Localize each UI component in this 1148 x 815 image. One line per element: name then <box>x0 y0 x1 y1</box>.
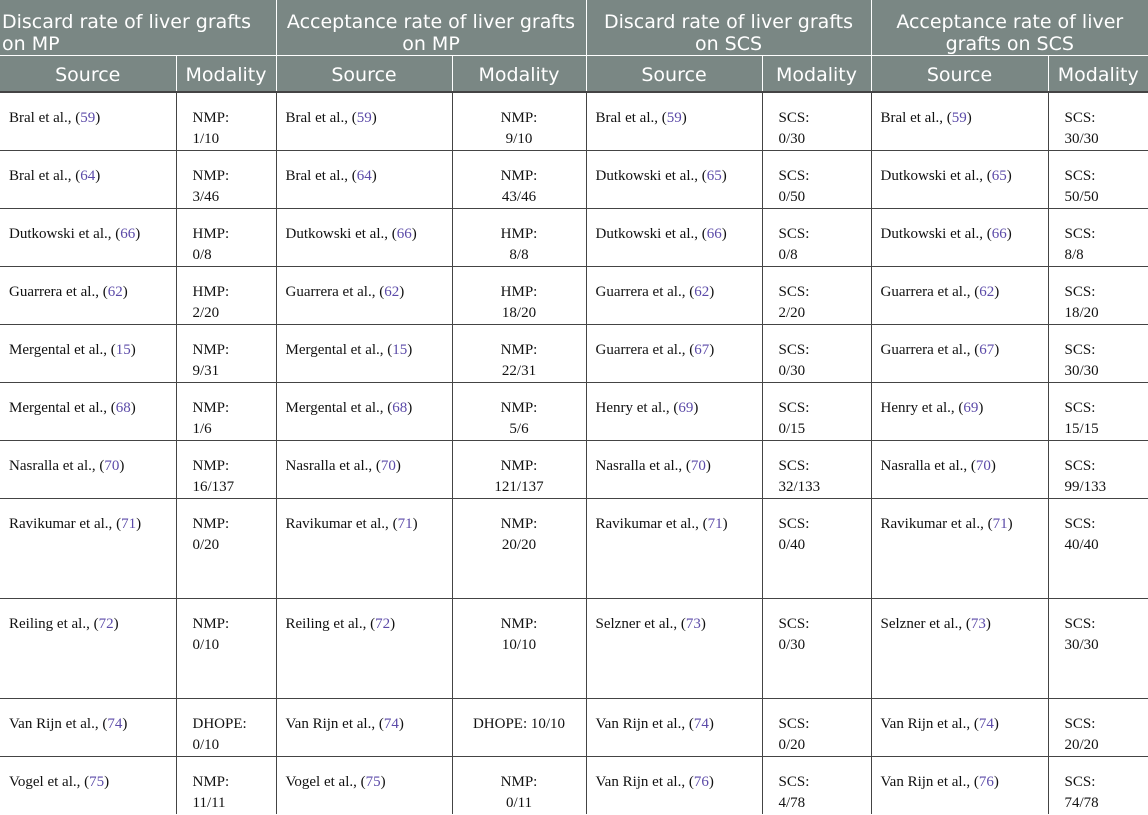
modality-label: SCS: <box>1064 515 1096 532</box>
modality-cell <box>762 266 871 324</box>
source-cell: Nasralla et al., (70) <box>0 440 176 498</box>
modality-label: HMP: <box>192 225 230 242</box>
modality-cell <box>762 598 871 698</box>
modality-cell <box>1048 498 1148 598</box>
rate-value: 9/31 <box>192 362 220 379</box>
author-text: Van Rijn et al., <box>880 715 971 732</box>
author-text: Bral et al., <box>9 109 72 126</box>
author-text: Dutkowski et al., <box>880 225 984 242</box>
modality-label: SCS: <box>1064 715 1096 732</box>
rate-value: 10/10 <box>530 715 566 732</box>
author-text: Van Rijn et al., <box>880 773 971 790</box>
source-cell: Van Rijn et al., (74) <box>0 698 176 756</box>
modality-label: NMP: <box>500 341 538 358</box>
author-text: Ravikumar et al., <box>9 515 113 532</box>
table-row <box>0 266 1148 324</box>
rate-value: 74/78 <box>1064 794 1099 811</box>
group-header-scs-accept: Acceptance rate of liver grafts on SCS <box>871 0 1148 56</box>
reference-link[interactable]: 67 <box>979 341 995 358</box>
author-text: Guarrera et al., <box>880 341 971 358</box>
rate-value: 32/133 <box>778 478 821 495</box>
reference-link[interactable]: 76 <box>978 773 994 790</box>
modality-label: SCS: <box>778 457 810 474</box>
rate-value: 10/10 <box>501 636 537 653</box>
sub-header-row <box>0 56 1148 92</box>
author-text: Dutkowski et al., <box>9 225 112 242</box>
source-header: Source <box>276 56 452 92</box>
source-header: Source <box>0 56 176 92</box>
source-cell: Van Rijn et al., (76) <box>586 756 762 814</box>
source-cell: Ravikumar et al., (71) <box>586 498 762 598</box>
modality-cell <box>1048 756 1148 814</box>
modality-cell <box>176 92 276 151</box>
modality-label: SCS: <box>778 399 810 416</box>
author-text: Dutkowski et al., <box>595 225 699 242</box>
modality-label: NMP: <box>192 773 230 790</box>
rate-value: 0/40 <box>778 536 806 553</box>
modality-label: NMP: <box>500 399 538 416</box>
modality-cell <box>1048 208 1148 266</box>
rate-value: 0/30 <box>778 130 806 147</box>
source-cell: Mergental et al., (15) <box>0 324 176 382</box>
source-cell: Guarrera et al., (62) <box>871 266 1048 324</box>
modality-cell <box>176 498 276 598</box>
modality-header: Modality <box>762 56 871 92</box>
rate-value: 2/20 <box>778 304 806 321</box>
author-text: Van Rijn et al., <box>595 773 686 790</box>
source-cell: Vogel et al., (75) <box>0 756 176 814</box>
reference-link[interactable]: 73 <box>970 615 986 632</box>
author-text: Guarrera et al., <box>595 341 686 358</box>
reference-link[interactable]: 59 <box>80 109 96 126</box>
modality-label: SCS: <box>778 773 810 790</box>
reference-link[interactable]: 64 <box>80 167 96 184</box>
source-cell: Van Rijn et al., (74) <box>276 698 452 756</box>
modality-header: Modality <box>1048 56 1148 92</box>
author-text: Bral et al., <box>285 109 348 126</box>
modality-header: Modality <box>452 56 586 92</box>
modality-label: NMP: <box>192 457 230 474</box>
reference-link[interactable]: 62 <box>384 283 400 300</box>
table-body <box>0 92 1148 815</box>
modality-cell <box>452 150 586 208</box>
table-row <box>0 208 1148 266</box>
author-text: Reiling et al., <box>9 615 90 632</box>
source-cell: Vogel et al., (75) <box>276 756 452 814</box>
modality-label: SCS: <box>778 715 810 732</box>
source-cell: Selzner et al., (73) <box>586 598 762 698</box>
modality-cell <box>1048 150 1148 208</box>
reference-link[interactable]: 74 <box>383 715 399 732</box>
source-cell: Reiling et al., (72) <box>276 598 452 698</box>
modality-cell <box>762 150 871 208</box>
reference-link[interactable]: 74 <box>107 715 123 732</box>
author-text: Dutkowski et al., <box>285 225 388 242</box>
source-cell: Van Rijn et al., (74) <box>586 698 762 756</box>
author-text: Mergental et al., <box>285 341 384 358</box>
reference-link[interactable]: 69 <box>963 399 979 416</box>
modality-cell <box>176 382 276 440</box>
rate-value: 18/20 <box>501 304 537 321</box>
author-text: Selzner et al., <box>595 615 678 632</box>
source-cell: Dutkowski et al., (66) <box>586 208 762 266</box>
reference-link[interactable]: 64 <box>356 167 372 184</box>
rate-value: 3/46 <box>192 188 220 205</box>
reference-link[interactable]: 66 <box>120 225 136 242</box>
modality-cell <box>452 266 586 324</box>
author-text: Nasralla et al., <box>880 457 968 474</box>
source-cell: Ravikumar et al., (71) <box>0 498 176 598</box>
source-cell: Van Rijn et al., (76) <box>871 756 1048 814</box>
author-text: Ravikumar et al., <box>595 515 699 532</box>
modality-cell <box>452 208 586 266</box>
modality-label: NMP: <box>192 399 230 416</box>
modality-cell <box>762 92 871 151</box>
author-text: Nasralla et al., <box>595 457 683 474</box>
modality-label: SCS: <box>1064 341 1096 358</box>
reference-link[interactable]: 66 <box>706 225 722 242</box>
source-cell: Ravikumar et al., (71) <box>871 498 1048 598</box>
rate-value: 0/8 <box>192 246 212 263</box>
author-text: Henry et al., <box>880 399 955 416</box>
source-cell: Guarrera et al., (67) <box>586 324 762 382</box>
modality-label: HMP: <box>500 283 538 300</box>
rate-value: 0/30 <box>778 636 806 653</box>
modality-label: SCS: <box>1064 109 1096 126</box>
source-cell: Henry et al., (69) <box>586 382 762 440</box>
modality-cell <box>176 698 276 756</box>
reference-link[interactable]: 74 <box>978 715 994 732</box>
modality-cell <box>176 756 276 814</box>
rate-value: 2/20 <box>192 304 220 321</box>
modality-cell <box>176 150 276 208</box>
author-text: Bral et al., <box>595 109 658 126</box>
rate-value: 5/6 <box>509 420 529 437</box>
reference-link[interactable]: 76 <box>693 773 709 790</box>
reference-link[interactable]: 73 <box>685 615 701 632</box>
modality-label: NMP: <box>192 341 230 358</box>
modality-cell <box>762 756 871 814</box>
reference-link[interactable]: 66 <box>396 225 412 242</box>
source-cell: Guarrera et al., (62) <box>586 266 762 324</box>
reference-link[interactable]: 59 <box>356 109 372 126</box>
rate-value: 43/46 <box>501 188 537 205</box>
reference-link[interactable]: 62 <box>107 283 123 300</box>
modality-cell <box>1048 324 1148 382</box>
reference-link[interactable]: 62 <box>979 283 995 300</box>
author-text: Selzner et al., <box>880 615 963 632</box>
modality-label: SCS: <box>778 225 810 242</box>
modality-label: NMP: <box>192 109 230 126</box>
modality-cell <box>176 440 276 498</box>
source-cell: Mergental et al., (15) <box>276 324 452 382</box>
modality-cell <box>1048 382 1148 440</box>
modality-label: NMP: <box>192 615 230 632</box>
modality-cell <box>176 324 276 382</box>
source-cell: Nasralla et al., (70) <box>276 440 452 498</box>
author-text: Guarrera et al., <box>880 283 971 300</box>
modality-label: SCS: <box>1064 773 1096 790</box>
rate-value: 1/6 <box>192 420 212 437</box>
modality-label: SCS: <box>778 109 810 126</box>
modality-label: SCS: <box>1064 225 1096 242</box>
modality-label: SCS: <box>778 283 810 300</box>
rate-value: 4/78 <box>778 794 806 811</box>
modality-label: SCS: <box>778 615 810 632</box>
table-row <box>0 440 1148 498</box>
table-row <box>0 698 1148 756</box>
modality-label: NMP: <box>192 515 230 532</box>
modality-label: SCS: <box>1064 457 1096 474</box>
modality-cell <box>762 698 871 756</box>
reference-link[interactable]: 66 <box>991 225 1007 242</box>
reference-link[interactable]: 71 <box>707 515 723 532</box>
modality-cell <box>452 440 586 498</box>
modality-label: DHOPE: <box>192 715 247 732</box>
rate-value: 50/50 <box>1064 188 1099 205</box>
author-text: Ravikumar et al., <box>285 515 389 532</box>
table-row <box>0 150 1148 208</box>
author-text: Guarrera et al., <box>595 283 686 300</box>
modality-label: NMP: <box>500 773 538 790</box>
source-cell: Guarrera et al., (62) <box>0 266 176 324</box>
rate-value: 30/30 <box>1064 636 1099 653</box>
table-row <box>0 324 1148 382</box>
source-cell: Ravikumar et al., (71) <box>276 498 452 598</box>
source-cell: Mergental et al., (68) <box>0 382 176 440</box>
table-row <box>0 382 1148 440</box>
source-header: Source <box>586 56 762 92</box>
rate-value: 0/20 <box>192 536 220 553</box>
modality-header: Modality <box>176 56 276 92</box>
group-header-row <box>0 0 1148 56</box>
author-text: Van Rijn et al., <box>9 715 99 732</box>
reference-link[interactable]: 71 <box>992 515 1008 532</box>
rate-value: 0/8 <box>778 246 798 263</box>
reference-link[interactable]: 65 <box>706 167 722 184</box>
reference-link[interactable]: 67 <box>694 341 710 358</box>
modality-label: NMP: <box>192 167 230 184</box>
reference-link[interactable]: 69 <box>678 399 694 416</box>
rate-value: 0/10 <box>192 636 220 653</box>
author-text: Vogel et al., <box>285 773 357 790</box>
rate-value: 0/20 <box>778 736 806 753</box>
reference-link[interactable]: 70 <box>104 457 120 474</box>
source-cell: Nasralla et al., (70) <box>586 440 762 498</box>
modality-label: SCS: <box>1064 167 1096 184</box>
modality-cell <box>452 382 586 440</box>
author-text: Nasralla et al., <box>285 457 373 474</box>
reference-link[interactable]: 70 <box>380 457 396 474</box>
author-text: Van Rijn et al., <box>595 715 686 732</box>
modality-label: DHOPE: <box>472 715 528 732</box>
author-text: Dutkowski et al., <box>595 167 699 184</box>
reference-link[interactable]: 71 <box>397 515 413 532</box>
modality-cell <box>176 208 276 266</box>
modality-label: NMP: <box>500 615 538 632</box>
modality-cell <box>176 266 276 324</box>
author-text: Mergental et al., <box>285 399 384 416</box>
rate-value: 0/50 <box>778 188 806 205</box>
modality-cell <box>762 440 871 498</box>
source-cell: Dutkowski et al., (65) <box>871 150 1048 208</box>
author-text: Bral et al., <box>285 167 348 184</box>
rate-value: 8/8 <box>509 246 529 263</box>
source-cell: Dutkowski et al., (66) <box>276 208 452 266</box>
rate-value: 9/10 <box>505 130 533 147</box>
reference-link[interactable]: 15 <box>115 341 131 358</box>
reference-link[interactable]: 65 <box>991 167 1007 184</box>
author-text: Mergental et al., <box>9 341 108 358</box>
source-cell: Selzner et al., (73) <box>871 598 1048 698</box>
group-header-mp-accept: Acceptance rate of liver grafts on MP <box>276 0 586 56</box>
modality-label: SCS: <box>778 167 810 184</box>
source-cell: Mergental et al., (68) <box>276 382 452 440</box>
rate-value: 16/137 <box>192 478 235 495</box>
modality-cell <box>176 598 276 698</box>
group-header-scs-discard: Discard rate of liver grafts on SCS <box>586 0 871 56</box>
author-text: Ravikumar et al., <box>880 515 984 532</box>
reference-link[interactable]: 74 <box>693 715 709 732</box>
source-cell: Bral et al., (59) <box>871 92 1048 151</box>
author-text: Bral et al., <box>880 109 943 126</box>
source-cell: Guarrera et al., (62) <box>276 266 452 324</box>
source-cell: Reiling et al., (72) <box>0 598 176 698</box>
reference-link[interactable]: 68 <box>115 399 131 416</box>
modality-label: HMP: <box>500 225 538 242</box>
reference-link[interactable]: 71 <box>121 515 137 532</box>
modality-cell <box>1048 598 1148 698</box>
source-cell: Bral et al., (64) <box>0 150 176 208</box>
author-text: Mergental et al., <box>9 399 108 416</box>
author-text: Dutkowski et al., <box>880 167 984 184</box>
rate-value: 0/10 <box>192 736 220 753</box>
modality-cell <box>762 498 871 598</box>
modality-cell <box>452 324 586 382</box>
rate-value: 8/8 <box>1064 246 1084 263</box>
source-cell: Nasralla et al., (70) <box>871 440 1048 498</box>
group-header-mp-discard: Discard rate of liver grafts on MP <box>0 0 276 56</box>
rate-value: 18/20 <box>1064 304 1099 321</box>
source-cell: Bral et al., (59) <box>586 92 762 151</box>
reference-link[interactable]: 70 <box>975 457 991 474</box>
reference-link[interactable]: 70 <box>690 457 706 474</box>
rate-value: 121/137 <box>494 478 544 495</box>
rate-value: 20/20 <box>1064 736 1099 753</box>
modality-cell <box>1048 92 1148 151</box>
rate-value: 30/30 <box>1064 130 1099 147</box>
modality-cell <box>1048 266 1148 324</box>
source-header: Source <box>871 56 1048 92</box>
modality-cell <box>452 756 586 814</box>
reference-link[interactable]: 68 <box>392 399 408 416</box>
rate-value: 0/11 <box>505 794 533 811</box>
modality-label: SCS: <box>778 515 810 532</box>
rate-value: 40/40 <box>1064 536 1099 553</box>
author-text: Henry et al., <box>595 399 670 416</box>
modality-label: SCS: <box>1064 283 1096 300</box>
modality-cell <box>452 92 586 151</box>
modality-label: NMP: <box>500 109 538 126</box>
modality-label: SCS: <box>1064 399 1096 416</box>
table-row <box>0 598 1148 698</box>
author-text: Guarrera et al., <box>9 283 99 300</box>
reference-link[interactable]: 59 <box>666 109 682 126</box>
modality-cell <box>452 498 586 598</box>
author-text: Guarrera et al., <box>285 283 376 300</box>
author-text: Bral et al., <box>9 167 72 184</box>
author-text: Van Rijn et al., <box>285 715 376 732</box>
rate-value: 0/15 <box>778 420 806 437</box>
source-cell: Van Rijn et al., (74) <box>871 698 1048 756</box>
modality-label: NMP: <box>500 457 538 474</box>
source-cell: Henry et al., (69) <box>871 382 1048 440</box>
reference-link[interactable]: 72 <box>375 615 391 632</box>
source-cell: Bral et al., (59) <box>0 92 176 151</box>
rate-value: 0/30 <box>778 362 806 379</box>
table-row <box>0 756 1148 814</box>
reference-link[interactable]: 75 <box>365 773 381 790</box>
reference-link[interactable]: 59 <box>951 109 967 126</box>
modality-cell <box>452 598 586 698</box>
rate-value: 30/30 <box>1064 362 1099 379</box>
table-row <box>0 498 1148 598</box>
source-cell: Bral et al., (64) <box>276 150 452 208</box>
source-cell: Guarrera et al., (67) <box>871 324 1048 382</box>
reference-link[interactable]: 75 <box>89 773 105 790</box>
source-cell: Bral et al., (59) <box>276 92 452 151</box>
rate-value: 99/133 <box>1064 478 1107 495</box>
modality-label: NMP: <box>500 167 538 184</box>
reference-link[interactable]: 62 <box>694 283 710 300</box>
reference-link[interactable]: 15 <box>392 341 408 358</box>
modality-label: HMP: <box>192 283 230 300</box>
author-text: Nasralla et al., <box>9 457 96 474</box>
source-cell: Dutkowski et al., (65) <box>586 150 762 208</box>
author-text: Reiling et al., <box>285 615 367 632</box>
modality-label: NMP: <box>500 515 538 532</box>
rate-value: 15/15 <box>1064 420 1099 437</box>
modality-cell <box>452 698 586 756</box>
source-cell: Dutkowski et al., (66) <box>871 208 1048 266</box>
modality-label: SCS: <box>778 341 810 358</box>
reference-link[interactable]: 72 <box>98 615 114 632</box>
rate-value: 1/10 <box>192 130 220 147</box>
modality-cell <box>1048 440 1148 498</box>
rate-value: 22/31 <box>501 362 537 379</box>
rate-value: 20/20 <box>501 536 537 553</box>
rate-value: 11/11 <box>192 794 226 811</box>
modality-cell <box>1048 698 1148 756</box>
modality-cell <box>762 382 871 440</box>
modality-label: SCS: <box>1064 615 1096 632</box>
modality-cell <box>762 324 871 382</box>
source-cell: Dutkowski et al., (66) <box>0 208 176 266</box>
table-row <box>0 92 1148 151</box>
author-text: Vogel et al., <box>9 773 81 790</box>
modality-cell <box>762 208 871 266</box>
